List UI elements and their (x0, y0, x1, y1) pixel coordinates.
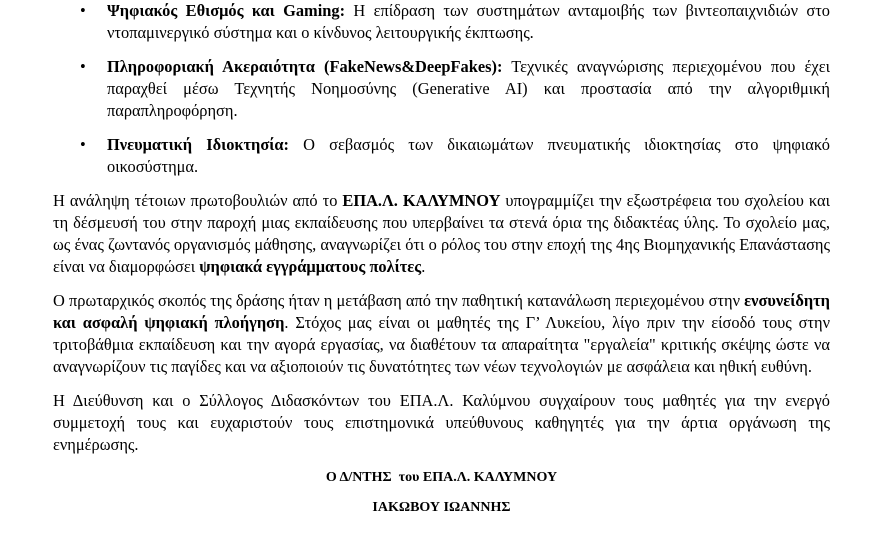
paragraph-goal (53, 290, 830, 378)
bullet-dot: • (80, 57, 86, 76)
topic-bullet-list (53, 0, 830, 178)
bullet-item-copyright (53, 134, 830, 178)
bullet-text: Η επίδραση των συστημάτων ανταμοιβής των βιντεοπαιχνιδιών στο ντοπαμινεργικό σύστημα και ο κίνδυνος λειτουργικής έκπτωσης. (107, 1, 830, 42)
signature-name: ΙΑΚΩΒΟΥ ΙΩΑΝΝΗΣ (372, 500, 511, 515)
bullet-dot: • (80, 1, 86, 20)
emphasis-text: ψηφιακά εγγράμματους πολίτες (199, 257, 422, 276)
text-run: . (421, 257, 426, 276)
paragraph-thanks: Η Διεύθυνση και ο Σύλλογος Διδασκόντων του ΕΠΑ.Λ. Καλύμνου συγχαίρουν τους μαθητές για την ενεργό συμμετοχή τους και ευχαριστούν τους επιστημονικά υπεύθυνους καθηγητές για την άρτια οργάνωση της ενημέρωσης. (53, 391, 830, 454)
emphasis-text: ενσυνείδητη και ασφαλή ψηφιακή πλοήγηση (53, 291, 830, 332)
bullet-item-gaming (53, 0, 830, 44)
text-run: Ο πρωταρχικός σκοπός της δράσης ήταν η μετάβαση από την παθητική κατανάλωση περιεχομένου στην (53, 291, 745, 310)
paragraph-initiative (53, 190, 830, 278)
bullet-title: Πληροφοριακή Ακεραιότητα (FakeNews&DeepFakes): (107, 57, 503, 76)
bullet-text: Ο σεβασμός των δικαιωμάτων πνευματικής ιδιοκτησίας στο ψηφιακό οικοσύστημα. (107, 135, 830, 176)
bullet-title: Ψηφιακός Εθισμός και Gaming: (107, 1, 346, 20)
signature-role: Ο Δ/ΝΤΗΣ του ΕΠΑ.Λ. ΚΑΛΥΜΝΟΥ (325, 470, 558, 485)
document-body (53, 0, 830, 518)
bullet-item-fakenews (53, 56, 830, 122)
bullet-title: Πνευματική Ιδιοκτησία: (107, 135, 289, 154)
bullet-text: Τεχνικές αναγνώρισης περιεχομένου που έχει παραχθεί μέσω Τεχνητής Νοημοσύνης (Generative AI) και προστασία από την αλγοριθμική παραπληροφόρηση. (107, 57, 830, 120)
text-run: Η ανάληψη τέτοιων πρωτοβουλιών από το (53, 191, 343, 210)
bullet-dot: • (80, 135, 86, 154)
text-run: υπογραμμίζει την εξωστρέφεια του σχολείου και τη δέσμευσή του στην παροχή μιας εκπαίδευσης που υπερβαίνει τα στενά όρια της διδακτέας ύλης. Το σχολείο μας, ως ένας ζωντανός οργανισμός μάθησης, αναγνωρίζει ότι ο ρόλος του στην εποχή της 4ης Βιομηχανικής Επανάστασης είναι να διαμορφώσει (53, 191, 830, 276)
school-name: ΕΠΑ.Λ. ΚΑΛΥΜΝΟΥ (342, 191, 501, 210)
text-run: . Στόχος μας είναι οι μαθητές της Γ’ Λυκείου, λίγο πριν την είσοδό τους στην τριτοβάθμια εκπαίδευση και την αγορά εργασίας, να διαθέτουν τα απαραίτητα "εργαλεία" κριτικής σκέψης ώστε να αναγνωρίζουν τις παγίδες και να αξιοποιούν τις δυνατότητες των νέων τεχνολογιών με ασφάλεια και ηθική ευθύνη. (53, 313, 830, 376)
